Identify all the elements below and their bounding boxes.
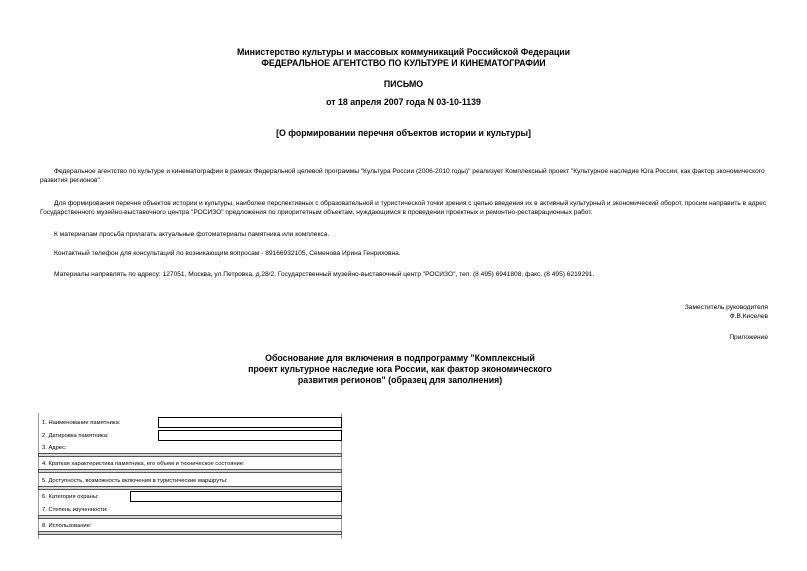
description-field[interactable] <box>38 469 342 473</box>
form-label-description: 4. Краткая характеристика памятника, его объем и техническое состояние: <box>42 461 245 467</box>
document-subject: [О формировании перечня объектов истории и культуры] <box>276 128 531 138</box>
paragraph-3: К материалам просьба прилагать актуальные фотоматериалы памятника или комплекса. <box>54 231 330 238</box>
agency-name: ФЕДЕРАЛЬНОЕ АГЕНТСТВО ПО КУЛЬТУРЕ И КИНЕМАТОГРАФИИ <box>261 58 546 68</box>
document-type: ПИСЬМО <box>383 79 424 89</box>
signature-name: Ф.В.Киселев <box>729 313 768 320</box>
appendix-title-line-3: развития регионов" (образец для заполнения) <box>297 375 503 385</box>
form-label-protection: 6. Категория охраны: <box>42 494 99 500</box>
appendix-form <box>38 413 342 539</box>
usage-field[interactable] <box>38 531 342 535</box>
ministry-name: Министерство культуры и массовых коммуникаций Российской Федерации <box>236 47 571 57</box>
monument-dating-field[interactable] <box>158 430 342 441</box>
paragraph-2: Для формирования перечня объектов истории и культуры, наиболее перспективных с образовательной и туристической точки зрения с целью введения их в активный культурный и экономический оборот, просим направить в адрес Государственного музейно-выставочного центра "РОСИЗО" предложения по приоритетным объектам, нуждающимся в проведении проектных и ремонтно-реставрационных работ. <box>40 200 767 216</box>
form-label-study: 7. Степень изученности: <box>42 507 108 513</box>
monument-name-field[interactable] <box>158 417 342 428</box>
appendix-title-line-2: проект культурное наследие юга России, как фактор экономического <box>248 364 552 374</box>
form-label-accessibility: 5. Доступность, возможность включения в туристические маршруты: <box>42 478 228 484</box>
form-label-address: 3. Адрес: <box>42 445 67 451</box>
signature-position: Заместитель руководителя <box>684 304 768 311</box>
appendix-label: Приложение <box>729 334 768 341</box>
appendix-title-line-1: Обоснование для включения в подпрограмму "Комплексный <box>265 353 535 363</box>
form-label-name: 1. Наименование памятника: <box>42 420 121 426</box>
accessibility-field[interactable] <box>38 486 342 490</box>
paragraph-4: Контактный телефон для консультаций по возникающим вопросам - 89166932105, Семенова Ирина Генриховна. <box>54 250 401 257</box>
document-date: от 18 апреля 2007 года N 03-10-1139 <box>326 97 481 107</box>
paragraph-5: Материалы направлять по адресу: 127051, Москва, ул.Петровка, д.28/2, Государственный музейно-выставочный центр "РОСИЗО", тел. (8 495) 6941808, факс. (8 495) 6219291. <box>54 271 595 278</box>
form-label-usage: 8. Использование: <box>42 523 92 529</box>
study-degree-field[interactable] <box>38 515 342 519</box>
paragraph-1: Федеральное агентство по культуре и кинематографии в рамках Федеральной целевой программы "Культура России (2006-2010 годы)" реализует Комплексный проект "Культурное наследие Юга России, как фактор экономического развития регионов". <box>40 168 765 184</box>
address-field[interactable] <box>38 453 342 457</box>
protection-category-field[interactable] <box>130 491 342 502</box>
form-label-dating: 2. Датировка памятника: <box>42 433 109 439</box>
